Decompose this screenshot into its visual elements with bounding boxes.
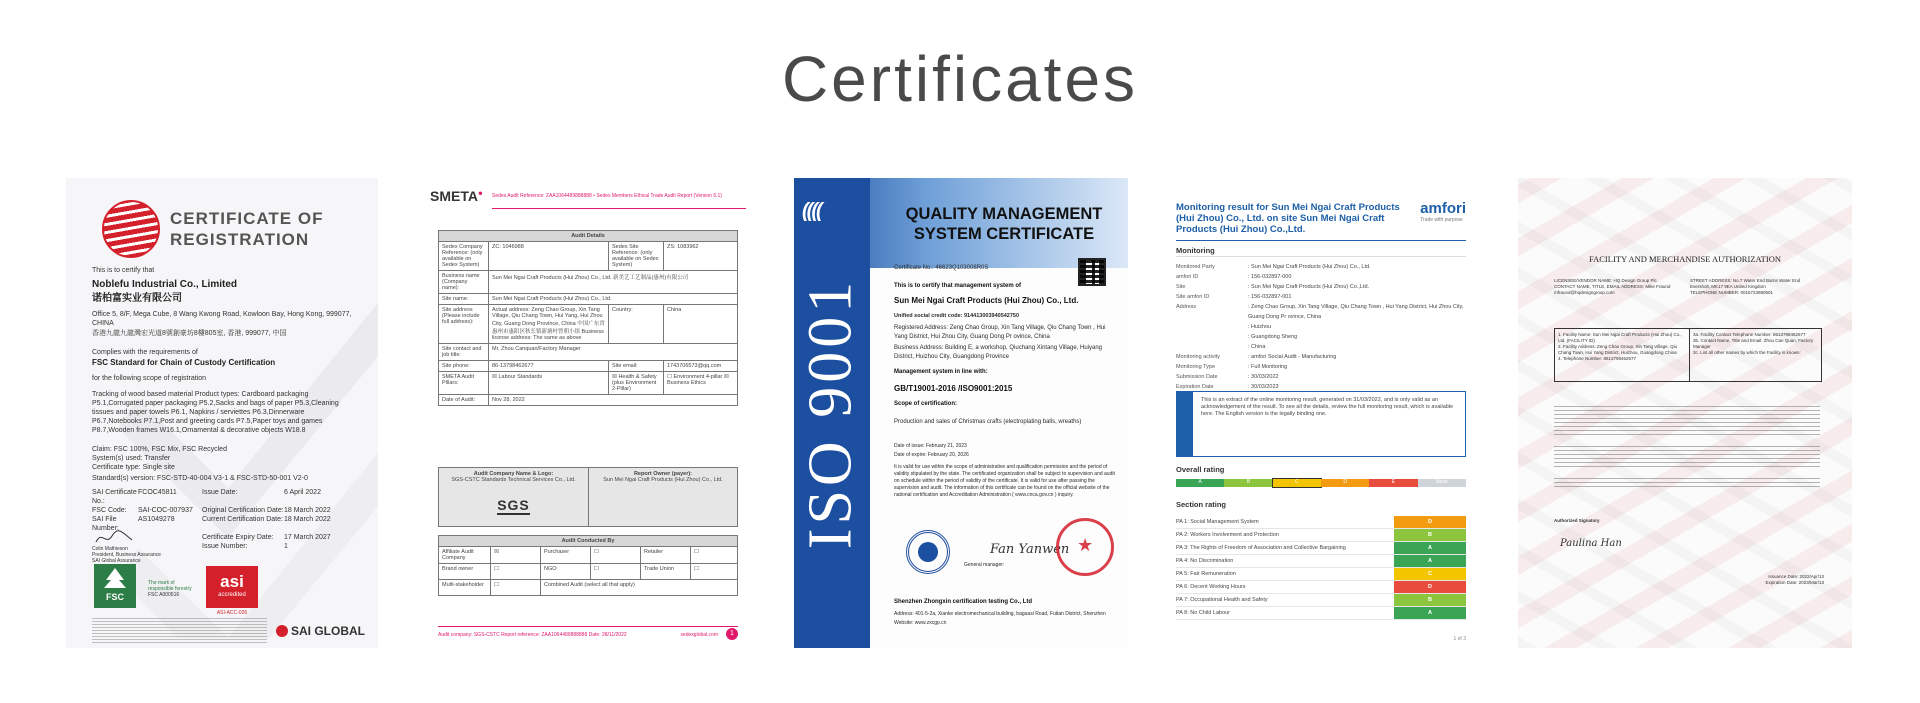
system-text: System(s) used: Transfer <box>92 455 171 462</box>
table-row: Business name (Company name): Sun Mei Ngai Craft Products (Hui Zhou) Co., Ltd. 新美艺工艺制品(惠州)有限公司 <box>439 271 738 294</box>
sai-dot-icon <box>276 625 288 637</box>
rating-e: E <box>1369 479 1417 487</box>
company-address: Office 5, 8/F, Mega Cube, 8 Wang Kwong Road, Kowloon Bay, Hong Kong, 999077, CHINA <box>92 311 352 327</box>
cert-number: Certificate No.: 46623Q103008R0S <box>894 265 989 271</box>
fsc-standard: FSC Standard for Chain of Custody Certification <box>92 358 276 367</box>
facility-box <box>1554 328 1822 382</box>
table-row: SMETA Audit Pillars: ☒ Labour Standards ☒ Health & Safety (plus Environment 2-Pillar) ☐ Environment 4-pillar ☒ Business Ethics <box>439 372 738 395</box>
table-row: Affiliate Audit Company ☒ Purchaser ☐ Retailer ☐ <box>439 547 738 564</box>
amfori-title: Monitoring result for Sun Mei Ngai Craft Products (Hui Zhou) Co., Ltd. on site Sun Mei Ngai Craft Products (Hui Zhou) Co.,Ltd. <box>1176 202 1400 235</box>
table-row: Site phone: 86-13798462677 Site email: 1743706573@qq.com <box>439 361 738 372</box>
rating-scale <box>1176 479 1466 487</box>
claim-text: Claim: FSC 100%, FSC Mix, FSC Recycled <box>92 446 227 453</box>
certificate-amfori[interactable] <box>1158 178 1488 648</box>
issuer-address: Address: 401-5-2a, Xianke electromechanical building, baguasi Road, Futian District, Shenzhen <box>894 611 1106 617</box>
list-item: PA 8: No Child Labour A <box>1176 607 1466 620</box>
terms-paragraph <box>1554 446 1820 470</box>
smeta-footer: Audit company: SGS-CSTC Report reference: ZAA1064489888888 Date: 28/11/2022 sedexglobal.com 1 <box>438 632 738 638</box>
table-row: Site name: Sun Mei Ngai Craft Products (Hui Zhou) Co., Ltd. <box>439 294 738 305</box>
dates-block: Issuance Date: 2022/Apr/13 Expiration Date: 2023/Mar/13 <box>1765 574 1824 585</box>
certificate-disney[interactable] <box>1518 178 1852 648</box>
field-row: Site : Sun Mei Ngai Craft Products (Hui Zhou) Co.,Ltd. <box>1176 284 1370 290</box>
table-row: Date of Audit: Nov 28, 2022 <box>439 395 738 406</box>
facility-right: 3a. Facility Contact Telephone Number: 8613798462677 3b. Contact Name, Title and Email: Zhou Can Quan, Factory Manager 3c. List all other names by which the Facility is known: <box>1693 332 1814 355</box>
list-item: PA 2: Workers Involvement and Protection B <box>1176 529 1466 542</box>
smeta-logo: SMETA● <box>430 188 483 204</box>
cert-details: SAI Certificate No.: FCOC45811 Issue Date: 6 April 2022 FSC Code: SAI-COC-007937 Original Certification Date: 18 March 2022 SAI File Number: AS1049278 Current Certification Date: 18 March 2022 Certificate Expiry Date: 17 March 2027 Issue Number: 1 <box>92 489 331 550</box>
section-rating-list <box>1176 516 1466 620</box>
fsc-logo: FSC <box>94 564 136 608</box>
field-row: : China <box>1248 344 1266 350</box>
field-row: Site amfori ID : 156-032897-001 <box>1176 294 1292 300</box>
header-divider <box>1176 240 1466 241</box>
page-title: Certificates <box>781 43 1139 115</box>
cert-type-text: Certificate type: Single site <box>92 464 175 471</box>
signer-block: Colin Mathieson President, Business Assurance SAI Global Assurance <box>92 546 161 564</box>
field-row: Submission Date : 30/03/2022 <box>1176 374 1279 380</box>
certificate-smeta[interactable] <box>430 178 746 648</box>
scope-intro: for the following scope of registration <box>92 375 207 382</box>
terms-paragraph <box>1554 406 1820 436</box>
info-icon <box>1177 392 1193 456</box>
list-item: PA 5: Fair Remuneration C <box>1176 568 1466 581</box>
fsc-mark: The mark of responsible forestry FSC A000516 <box>148 580 192 598</box>
audit-company-box: Audit Company Name & Logo: SGS-CSTC Standards Technical Services Co., Ltd. SGS Report Owner (payer): Sun Mei Ngai Craft Products (Hui Zhou) Co., Ltd. <box>438 467 738 527</box>
table-header: Audit Details <box>439 231 738 242</box>
overall-rating-label: Overall rating <box>1176 465 1225 474</box>
rating-b: B <box>1224 479 1272 487</box>
rating-none: None <box>1418 479 1466 487</box>
iso-company: Sun Mei Ngai Craft Products (Hui Zhou) Co., Ltd. <box>894 296 1079 305</box>
monitoring-label: Monitoring <box>1176 246 1215 255</box>
credit-code: Unified social credit code: 914413003940542750 <box>894 313 1020 319</box>
address-block: STREET ADDRESS: No.7 Water End Barns Water End Eversholt, MK17 9EA United Kingdom TELEPHONE NUMBER: 0016723980601 <box>1690 278 1801 295</box>
asi-logo: asi accredited <box>206 566 258 608</box>
table-row: Site address (Please include full address): Actual address: Zeng Chao Group, Xin Tang Village, Qiu Chang Town, Hui Yang, Hui Zhou City, Guang Dong Province, China 中国广东省惠州市惠阳区秋长镇新塘村曾朝小组 Business license address: The same as above Country: China <box>439 305 738 344</box>
iso-standard: GB/T19001-2016 /ISO9001:2015 <box>894 384 1013 393</box>
field-row: Address : Zeng Chao Group, Xin Tang Village, Qiu Chang Town , Hui Yang District, Hui Zhou City, Guang Dong Pr ovince, China <box>1176 304 1464 320</box>
certificate-iso9001[interactable] <box>794 178 1128 648</box>
table-row: Sedex Company Reference: (only available on Sedex System) ZC: 1046988 Sedex Site Reference: (only available on Sedex System) ZS: 1083962 <box>439 242 738 271</box>
company-name-cn: 诺柏富实业有限公司 <box>92 293 182 304</box>
table-row: Brand owner ☐ NGO ☐ Trade Union ☐ <box>439 564 738 580</box>
scope-text: Tracking of wood based material Product types: Cardboard packaging P5.1,Corrugated paper packaging P5.2,Sacks and bags of paper P5.3,Cleaning tissues and paper towels P6.1, Napkins / serviettes P6.3,Dinnerware P6.7,Notebooks P7.1,Post and greeting cards P7.5,Paper toys and games P8.7,Wooden frames W16.1,Ornamental & decorative objects W18.8 <box>92 391 339 434</box>
table-row: Site contact and job title: Mr. Zhou Canquan/Factory Manager <box>439 344 738 361</box>
validity-text: It is valid for use within the scope of administrative and qualification permission and the period of validity stipulated by the state. The certificated organization shall be subject to supervision and audit on schedule within the period of validity of the certificate. It is valid for use after passing the supervision and audit. The information of this certificate can be found on the official website of the national certification and Accreditation Administration ( www.cnca.gov.cn ) inquiry. <box>894 464 1115 498</box>
issuer-name: Shenzhen Zhongxin certification testing Co., Ltd <box>894 599 1032 605</box>
company-name: Noblefu Industrial Co., Limited <box>92 279 237 290</box>
amfori-logo: amfori Trade with purpose <box>1420 200 1466 223</box>
cqc-seal-icon <box>906 530 950 574</box>
list-item: PA 6: Decent Working Hours D <box>1176 581 1466 594</box>
list-item: PA 3: The Rights of Freedom of Association and Collective Bargaining A <box>1176 542 1466 555</box>
field-row: : Huizhou <box>1248 324 1272 330</box>
sai-logo-icon <box>102 200 160 258</box>
licensee-block: LICENSEE/VENDOR NAME: HQ Design Group Plc CONTACT NAME, TITLE, EMAIL ADDRESS: Mike Fraund mfraund@hqdesigngroup.com <box>1554 278 1671 295</box>
standards-text: Standard(s) version: FSC-STD-40-004 V3-1 & FSC-STD-50-001 V2-0 <box>92 475 308 482</box>
business-address: Business Address: Building E, a workshop, Qiuchang Xintang Village, Huiyang District, Huizhou City, Guangdong Province <box>894 345 1103 360</box>
issuer-website: Website: www.zxcgp.cn <box>894 620 947 626</box>
company-address-cn: 香港九龍九龍灣宏光道8號創豪坊8樓805室, 香港, 999077, 中国 <box>92 330 287 337</box>
facility-left: 1. Facility Name: Sun Mei Ngai Craft Products (Hui Zhou) Co., Ltd. (FACILITY ID) 2. Facility Address: Zeng Chao Group, Xin Tang Village, Qiu Chang Town, Hui Yang District, Huizhou, Guangdong China 4. Telephone Number: 8613798462677 <box>1558 332 1682 361</box>
page-indicator: 1 of 3 <box>1453 636 1466 642</box>
inline-label: Management system in line with: <box>894 369 988 375</box>
terms-paragraph <box>1554 478 1820 490</box>
rating-d: D <box>1321 479 1369 487</box>
signatory-label: Authorized Signatory <box>1554 518 1600 523</box>
section-divider <box>1176 256 1466 257</box>
header-divider <box>492 208 746 209</box>
audit-reference: Sedex Audit Reference: ZAA1064489888888 • Sedex Members Ethical Trade Audit Report (Version 6.1) <box>492 193 722 199</box>
gm-label: General manager: <box>964 562 1005 568</box>
certificate-fsc[interactable] <box>66 178 378 648</box>
field-row: Monitoring Type : Full Monitoring <box>1176 364 1288 370</box>
registered-address: Registered Address: Zeng Chao Group, Xin Tang Village, Qiu Chang Town , Hui Yang District, Hui Zhou City, Guang Dong Pr ovince, China <box>894 325 1106 340</box>
box-divider <box>1689 329 1690 381</box>
certify-text: This is to certify that <box>92 267 155 274</box>
scope-label: Scope of certification: <box>894 401 958 407</box>
iso-title: QUALITY MANAGEMENT SYSTEM CERTIFICATE <box>905 205 1103 243</box>
notice-box: This is an extract of the online monitoring result, generated on 31/03/2022, and is only valid as an acknowledgement of the result. To see all the details, review the full monitoring result, which is available here. The English version is the legally binding one. <box>1176 391 1466 457</box>
section-rating-label: Section rating <box>1176 500 1227 509</box>
table-row: Multi-stakeholder ☐ Combined Audit (select all that apply) <box>439 580 738 596</box>
field-row: amfori ID : 156-032897-000 <box>1176 274 1292 280</box>
rating-a: A <box>1176 479 1224 487</box>
issue-date: Date of issue: February 21, 2023 <box>894 443 967 449</box>
audit-details-table <box>438 230 738 406</box>
fine-print <box>92 618 267 644</box>
field-row: Monitored Party : Sun Mei Ngai Craft Products (Hui Zhou) Co., Ltd. <box>1176 264 1371 270</box>
certificate-heading: CERTIFICATE OF REGISTRATION <box>170 209 324 249</box>
company-seal-icon <box>1056 518 1114 576</box>
footer-divider <box>438 626 738 627</box>
scope-text: Production and sales of Christmas crafts (electroplating balls, wreaths) <box>894 419 1082 425</box>
sai-global-brand: SAI GLOBAL <box>276 624 365 638</box>
field-row: : Guangdong Sheng <box>1248 334 1298 340</box>
list-item: PA 1: Social Management System D <box>1176 516 1466 529</box>
field-row: Monitoring activity : amfori Social Audit - Manufacturing <box>1176 354 1337 360</box>
gm-signature: Fan Yanwen <box>990 542 1070 557</box>
list-item: PA 4: No Discrimination A <box>1176 555 1466 568</box>
complies-text: Complies with the requirements of <box>92 349 198 356</box>
fama-title: FACILITY AND MERCHANDISE AUTHORIZATION <box>1589 254 1781 264</box>
list-item: PA 7: Occupational Health and Safety B <box>1176 594 1466 607</box>
tree-icon <box>94 566 136 592</box>
audit-conducted-table <box>438 535 738 596</box>
signatory-signature: Paulina Han <box>1560 538 1622 549</box>
expire-date: Date of expire: February 20, 2026 <box>894 452 969 458</box>
iso-vertical-label: ISO 9001 <box>796 277 865 550</box>
table-header: Audit Conducted By <box>439 536 738 547</box>
field-row: Expiration Date : 30/03/2023 <box>1176 384 1279 390</box>
sgs-logo: SGS <box>497 497 530 513</box>
certify-text: This is to certify that management system of <box>894 283 1022 289</box>
cqc-logo-icon: (((( <box>802 200 821 222</box>
signature-icon <box>94 530 134 546</box>
asi-code: ASI-ACC-026 <box>216 610 248 616</box>
page-number: 1 <box>726 628 738 640</box>
monitoring-fields <box>1176 262 1466 392</box>
rating-c: C <box>1273 479 1321 487</box>
